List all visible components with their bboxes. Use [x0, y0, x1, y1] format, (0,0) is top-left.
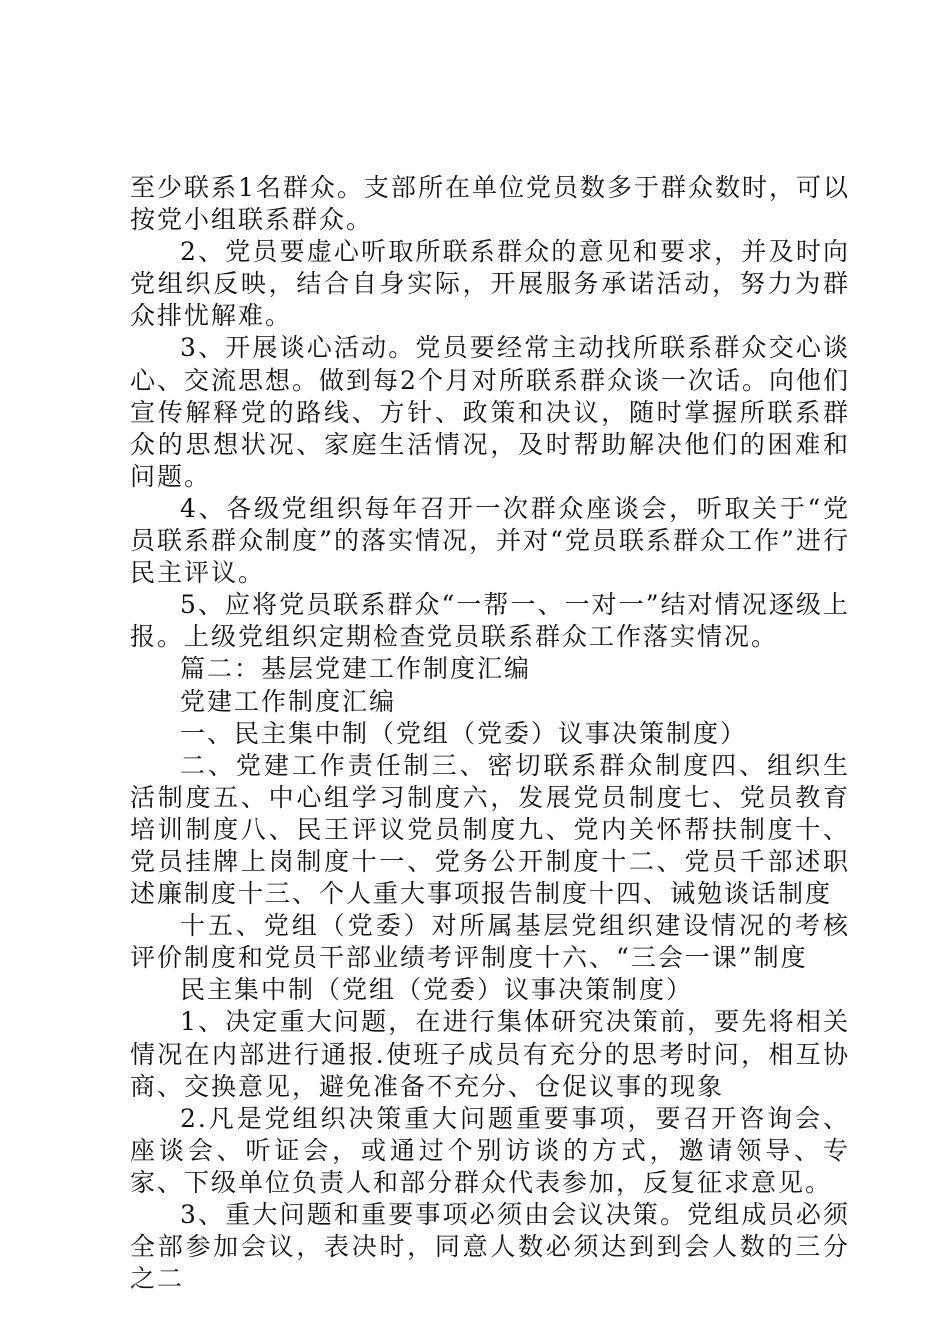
paragraph-9: 二、党建工作责任制三、密切联系群众制度四、组织生活制度五、中心组学习制度六，发展党员制度七、党员教育培训制度八、民王评议党员制度九、党内关怀帮扶制度十、党员挂牌上岗制度十一、党务公开制度十二、党员千部述职述廉制度十三、个人重大事项报告制度十四、诫勉谈话制度 — [130, 750, 850, 909]
paragraph-12: 1、决定重大问题，在进行集体研究决策前，要先将相关情况在内部进行通报.使班子成员有充分的思考时问，相互协商、交换意见，避免准备不充分、仓促议事的现象 — [130, 1007, 850, 1101]
paragraph-13: 2.凡是党组织决策重大问题重要事项，要召开咨询会、座谈会、听证会，或通过个别访谈的方式，邀请领导、专家、下级单位负责人和部分群众代表参加，反复征求意见。 — [130, 1103, 850, 1197]
paragraph-4: 4、各级党组织每年召开一次群众座谈会，听取关于“党员联系群众制度”的落实情况，并对“党员联系群众工作”进行民主评议。 — [130, 493, 850, 588]
paragraph-14: 3、重大问题和重要事项必须由会议决策。党组成员必须全部参加会议，表决时，同意人数必须达到到会人数的三分之二 — [130, 1200, 850, 1294]
section-subheading: 党建工作制度汇编 — [180, 686, 397, 716]
paragraph-2: 2、党员要虚心听取所联系群众的意见和要求，并及时向党组织反映，结合自身实际，开展服务承诺活动，努力为群众排忧解难。 — [130, 237, 850, 331]
paragraph-5: 5、应将党员联系群众“一帮一、一对一”结对情况逐级上报。上级党组织定期检查党员联系群众工作落实情况。 — [130, 590, 850, 652]
paragraph-10: 十五、党组（党委）对所属基层党组织建设情况的考核评价制度和党员干部业绩考评制度十六、“三会一课”制度 — [130, 911, 850, 973]
document-body — [130, 172, 850, 1295]
paragraph-1: 至少联系1名群众。支部所在单位党员数多于群众数时，可以按党小组联系群众。 — [130, 173, 850, 235]
section-heading: 篇二：基层党建工作制度汇编 — [180, 654, 532, 684]
paragraph-3: 3、开展谈心活动。党员要经常主动找所联系群众交心谈心、交流思想。做到每2个月对所联系群众谈一次话。向他们宣传解释党的路线、方针、政策和决议，随时掌握所联系群众的思想状况、家庭生活情况，及时帮助解决他们的困难和问题。 — [130, 333, 850, 491]
paragraph-8: 一、民主集中制（党组（党委）议事决策制度） — [180, 718, 748, 748]
paragraph-11: 民主集中制（党组（党委）议事决策制度） — [180, 975, 694, 1005]
